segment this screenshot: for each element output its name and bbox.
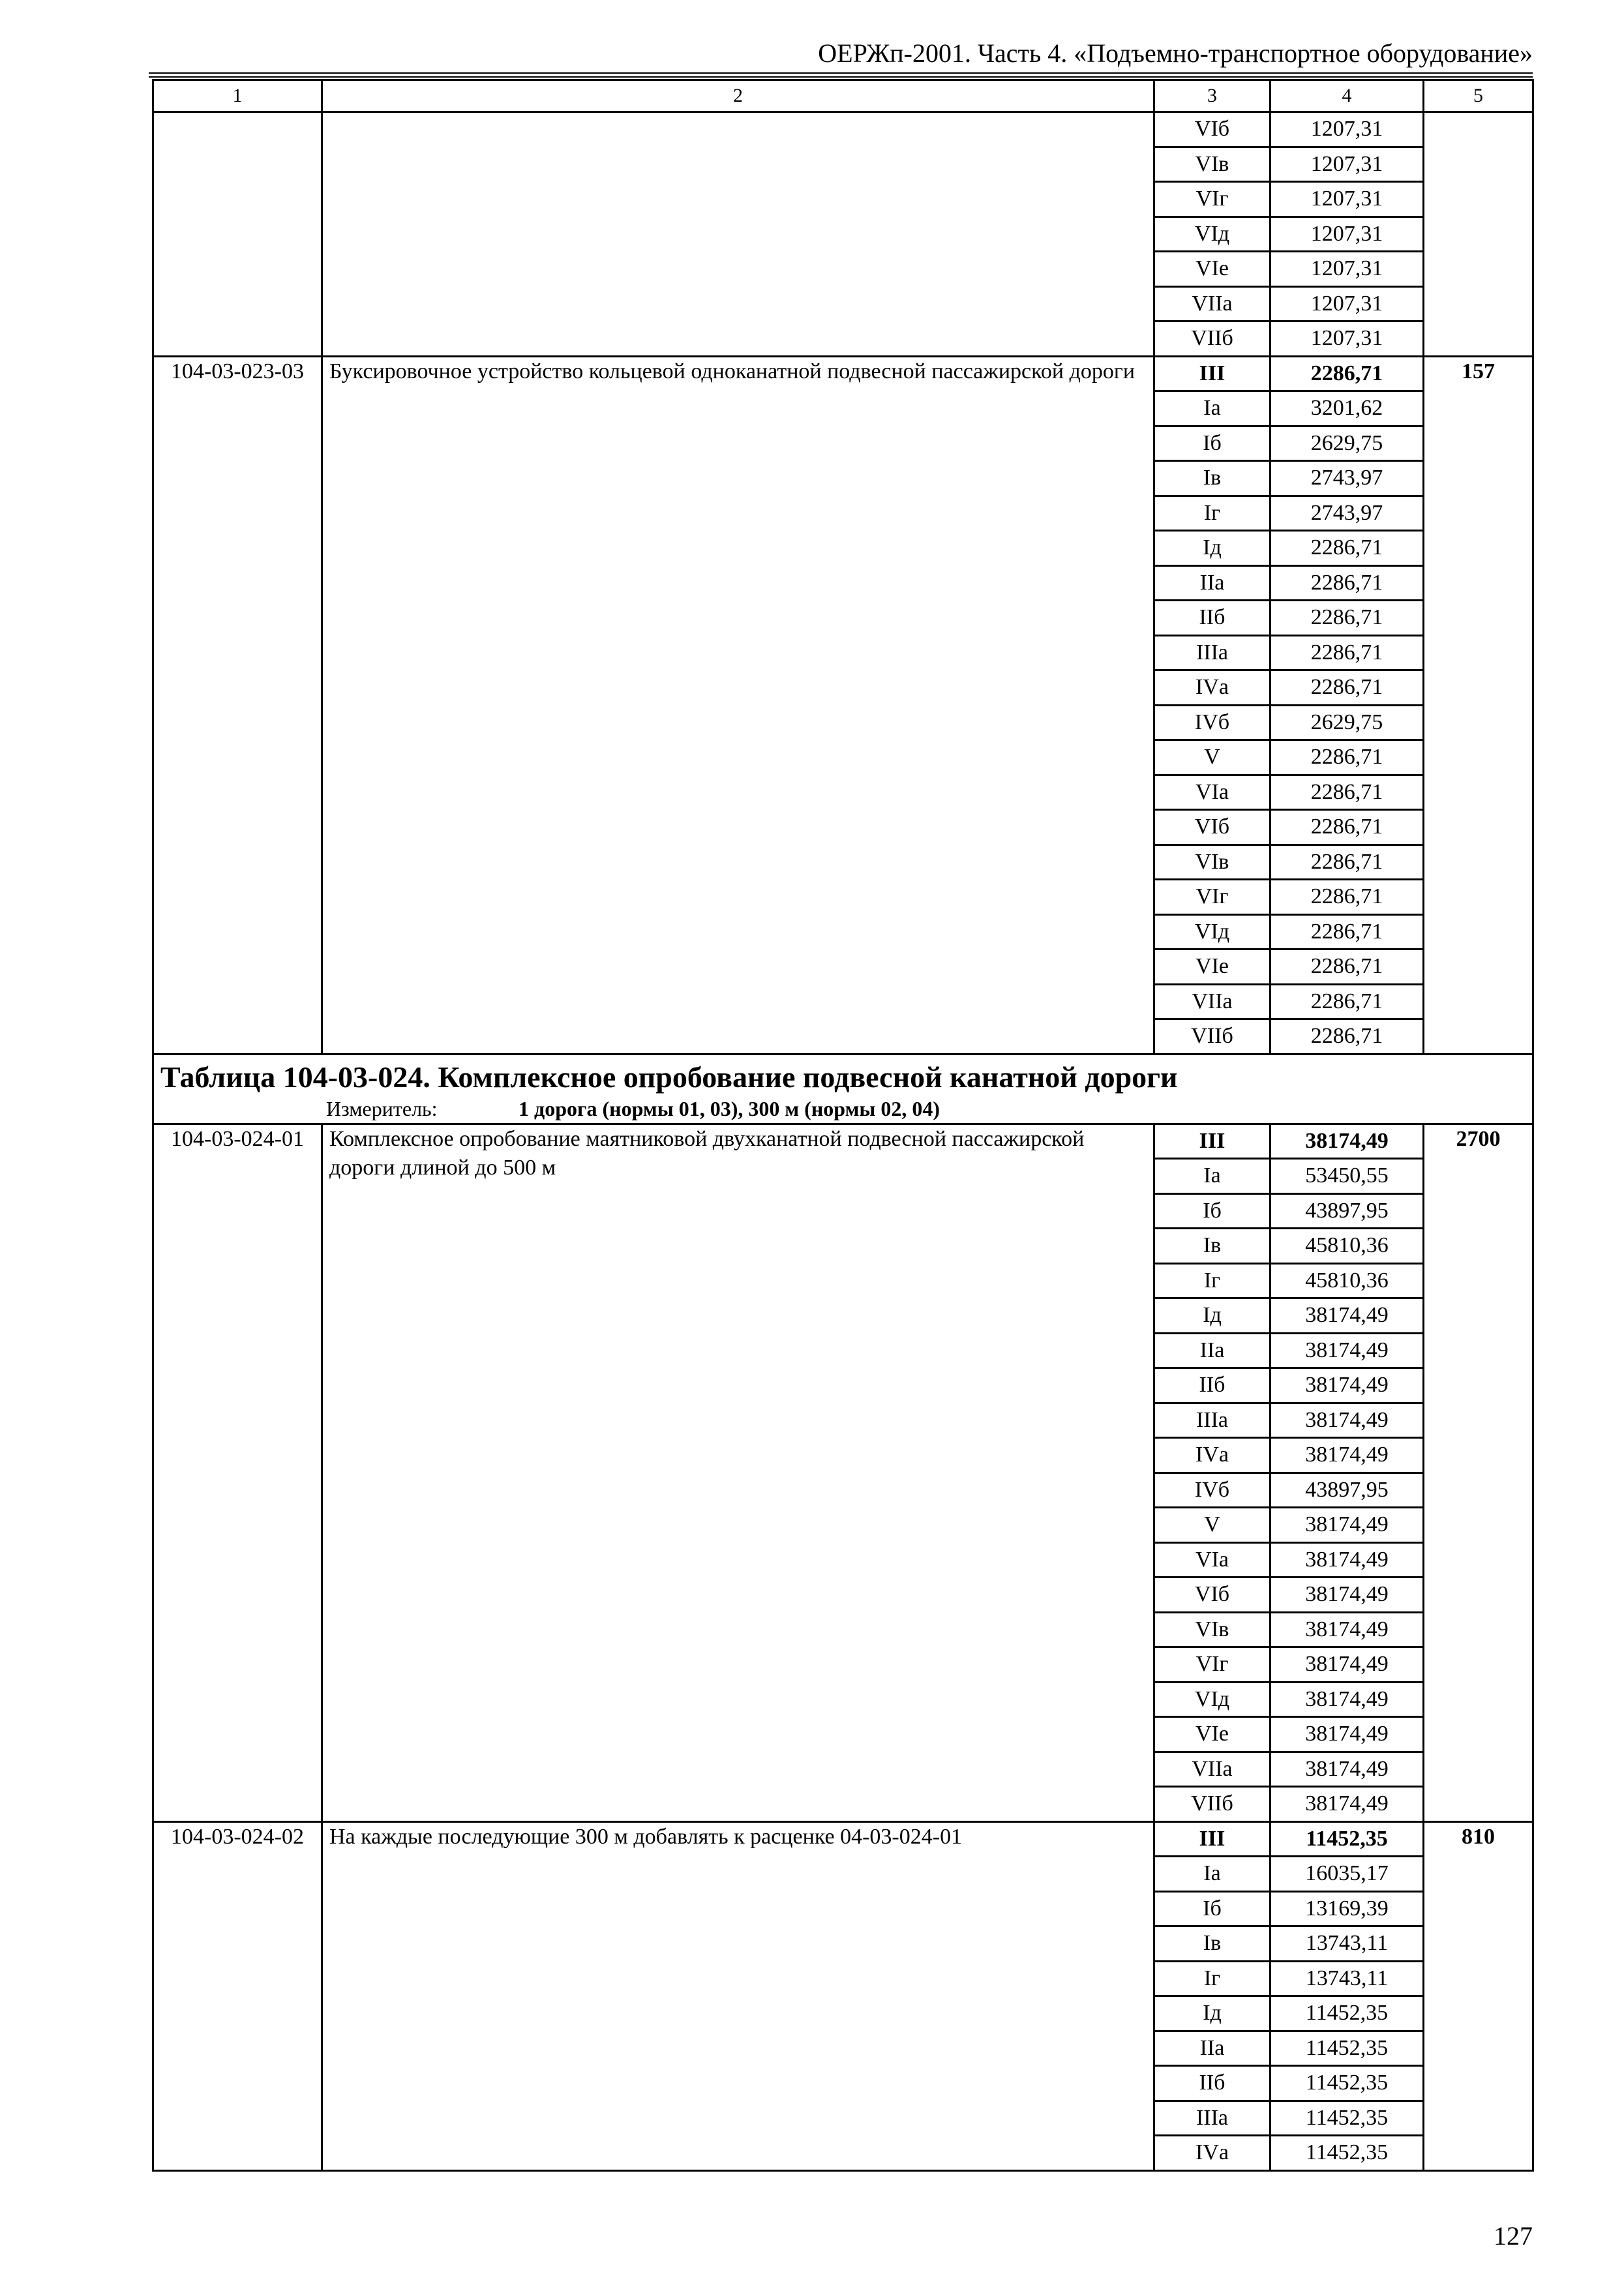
section-measure [154, 1094, 1532, 1123]
value-cell: 45810,36 [1271, 1229, 1424, 1264]
table-row [153, 1821, 1533, 1857]
value-cell: 2286,71 [1271, 565, 1424, 601]
category-cell: Iг [1154, 1263, 1271, 1298]
value-cell: 2629,75 [1271, 426, 1424, 461]
value-cell: 43897,95 [1271, 1193, 1424, 1229]
value-cell: 16035,17 [1271, 1857, 1424, 1892]
value-cell: 2286,71 [1271, 356, 1424, 391]
column-header-3: 3 [1154, 80, 1271, 112]
value-cell: 38174,49 [1271, 1438, 1424, 1473]
category-cell: V [1154, 740, 1271, 775]
norm-cell: 2700 [1424, 1124, 1533, 1821]
code-cell: 104-03-023-03 [153, 356, 322, 1054]
column-header-1: 1 [153, 80, 322, 112]
value-cell: 2286,71 [1271, 670, 1424, 706]
category-cell: IVа [1154, 1438, 1271, 1473]
category-cell: IIб [1154, 1368, 1271, 1403]
description-cell [322, 112, 1154, 357]
category-cell: VIд [1154, 217, 1271, 252]
value-cell: 2286,71 [1271, 601, 1424, 636]
category-cell: Iб [1154, 1193, 1271, 1229]
value-cell: 38174,49 [1271, 1298, 1424, 1334]
category-cell: Iг [1154, 1961, 1271, 1996]
value-cell: 2286,71 [1271, 845, 1424, 880]
value-cell: 38174,49 [1271, 1682, 1424, 1717]
value-cell: 1207,31 [1271, 252, 1424, 287]
measure-value: 1 дорога (нормы 01, 03), 300 м (нормы 02, 04) [519, 1096, 940, 1120]
norm-cell [1424, 112, 1533, 357]
category-cell: IVа [1154, 2136, 1271, 2171]
table-row [153, 1124, 1533, 1159]
category-cell: VIе [1154, 1717, 1271, 1752]
table-row [153, 112, 1533, 147]
category-cell: Iд [1154, 531, 1271, 566]
value-cell: 3201,62 [1271, 391, 1424, 426]
value-cell: 38174,49 [1271, 1368, 1424, 1403]
category-cell: IVа [1154, 670, 1271, 706]
value-cell: 38174,49 [1271, 1647, 1424, 1683]
value-cell: 13743,11 [1271, 1961, 1424, 1996]
value-cell: 2286,71 [1271, 880, 1424, 915]
description-cell: На каждые последующие 300 м добавлять к расценке 04-03-024-01 [322, 1821, 1154, 2170]
category-cell: VIа [1154, 775, 1271, 810]
value-cell: 13743,11 [1271, 1926, 1424, 1962]
category-cell: IIа [1154, 2031, 1271, 2066]
category-cell: VIг [1154, 1647, 1271, 1683]
category-cell: IIб [1154, 2066, 1271, 2101]
column-header-row [153, 80, 1533, 112]
value-cell: 43897,95 [1271, 1473, 1424, 1508]
value-cell: 53450,55 [1271, 1159, 1424, 1194]
category-cell: V [1154, 1508, 1271, 1543]
value-cell: 11452,35 [1271, 1996, 1424, 2031]
value-cell: 38174,49 [1271, 1612, 1424, 1647]
value-cell: 2286,71 [1271, 775, 1424, 810]
category-cell: Iв [1154, 1926, 1271, 1962]
category-cell: VIе [1154, 950, 1271, 985]
category-cell: VIе [1154, 252, 1271, 287]
category-cell: III [1154, 356, 1271, 391]
norm-cell: 157 [1424, 356, 1533, 1054]
column-header-4: 4 [1271, 80, 1424, 112]
value-cell: 1207,31 [1271, 217, 1424, 252]
category-cell: Iб [1154, 426, 1271, 461]
value-cell: 2286,71 [1271, 635, 1424, 670]
category-cell: Iа [1154, 391, 1271, 426]
value-cell: 2286,71 [1271, 1019, 1424, 1055]
value-cell: 2286,71 [1271, 914, 1424, 950]
value-cell: 1207,31 [1271, 182, 1424, 217]
value-cell: 45810,36 [1271, 1263, 1424, 1298]
value-cell: 2743,97 [1271, 461, 1424, 496]
price-table [152, 79, 1534, 2172]
category-cell: III [1154, 1124, 1271, 1159]
value-cell: 11452,35 [1271, 2136, 1424, 2171]
page-number: 127 [1494, 2221, 1533, 2251]
code-cell [153, 112, 322, 357]
category-cell: Iг [1154, 496, 1271, 531]
category-cell: VIв [1154, 1612, 1271, 1647]
value-cell: 38174,49 [1271, 1787, 1424, 1822]
category-cell: IIIа [1154, 1403, 1271, 1438]
price-table-body [153, 80, 1533, 2171]
category-cell: IIIа [1154, 2101, 1271, 2136]
category-cell: VIIа [1154, 984, 1271, 1019]
code-cell: 104-03-024-01 [153, 1124, 322, 1821]
value-cell: 1207,31 [1271, 147, 1424, 182]
category-cell: VIIа [1154, 286, 1271, 322]
value-cell: 11452,35 [1271, 1821, 1424, 1857]
category-cell: Iа [1154, 1857, 1271, 1892]
value-cell: 38174,49 [1271, 1578, 1424, 1613]
measure-label: Измеритель: [326, 1096, 438, 1120]
value-cell: 2743,97 [1271, 496, 1424, 531]
category-cell: VIв [1154, 845, 1271, 880]
description-cell: Буксировочное устройство кольцевой одноканатной подвесной пассажирской дороги [322, 356, 1154, 1054]
value-cell: 1207,31 [1271, 286, 1424, 322]
header-rule-secondary [149, 76, 1533, 78]
header-rule [149, 72, 1533, 74]
category-cell: IVб [1154, 705, 1271, 740]
category-cell: IIа [1154, 565, 1271, 601]
category-cell: VIIб [1154, 1787, 1271, 1822]
category-cell: VIд [1154, 1682, 1271, 1717]
category-cell: IIIа [1154, 635, 1271, 670]
category-cell: IVб [1154, 1473, 1271, 1508]
value-cell: 2286,71 [1271, 810, 1424, 845]
category-cell: Iв [1154, 1229, 1271, 1264]
value-cell: 11452,35 [1271, 2066, 1424, 2101]
value-cell: 2629,75 [1271, 705, 1424, 740]
category-cell: Iб [1154, 1891, 1271, 1926]
value-cell: 11452,35 [1271, 2031, 1424, 2066]
value-cell: 1207,31 [1271, 112, 1424, 147]
category-cell: Iа [1154, 1159, 1271, 1194]
table-section-header [153, 1054, 1533, 1124]
category-cell: VIб [1154, 1578, 1271, 1613]
value-cell: 2286,71 [1271, 950, 1424, 985]
description-cell: Комплексное опробование маятниковой двухканатной подвесной пассажирской дороги длиной до 500 м [322, 1124, 1154, 1821]
value-cell: 38174,49 [1271, 1403, 1424, 1438]
category-cell: III [1154, 1821, 1271, 1857]
category-cell: VIIа [1154, 1752, 1271, 1787]
category-cell: VIIб [1154, 1019, 1271, 1055]
value-cell: 2286,71 [1271, 740, 1424, 775]
category-cell: VIа [1154, 1542, 1271, 1578]
value-cell: 38174,49 [1271, 1542, 1424, 1578]
value-cell: 13169,39 [1271, 1891, 1424, 1926]
value-cell: 38174,49 [1271, 1508, 1424, 1543]
value-cell: 11452,35 [1271, 2101, 1424, 2136]
value-cell: 2286,71 [1271, 984, 1424, 1019]
norm-cell: 810 [1424, 1821, 1533, 2170]
category-cell: VIIб [1154, 322, 1271, 357]
category-cell: IIб [1154, 601, 1271, 636]
category-cell: IIа [1154, 1333, 1271, 1368]
category-cell: VIб [1154, 810, 1271, 845]
category-cell: Iв [1154, 461, 1271, 496]
value-cell: 38174,49 [1271, 1333, 1424, 1368]
category-cell: VIб [1154, 112, 1271, 147]
column-header-2: 2 [322, 80, 1154, 112]
document-header-title: ОЕРЖп-2001. Часть 4. «Подъемно-транспортное оборудование» [818, 38, 1533, 68]
category-cell: VIд [1154, 914, 1271, 950]
table-section-row [153, 1054, 1533, 1124]
category-cell: VIг [1154, 880, 1271, 915]
value-cell: 38174,49 [1271, 1752, 1424, 1787]
category-cell: VIв [1154, 147, 1271, 182]
category-cell: Iд [1154, 1298, 1271, 1334]
category-cell: Iд [1154, 1996, 1271, 2031]
table-row [153, 356, 1533, 391]
column-header-5: 5 [1424, 80, 1533, 112]
section-title: Таблица 104-03-024. Комплексное опробование подвесной канатной дороги [160, 1060, 1178, 1094]
value-cell: 1207,31 [1271, 322, 1424, 357]
value-cell: 38174,49 [1271, 1717, 1424, 1752]
code-cell: 104-03-024-02 [153, 1821, 322, 2170]
value-cell: 2286,71 [1271, 531, 1424, 566]
value-cell: 38174,49 [1271, 1124, 1424, 1159]
category-cell: VIг [1154, 182, 1271, 217]
